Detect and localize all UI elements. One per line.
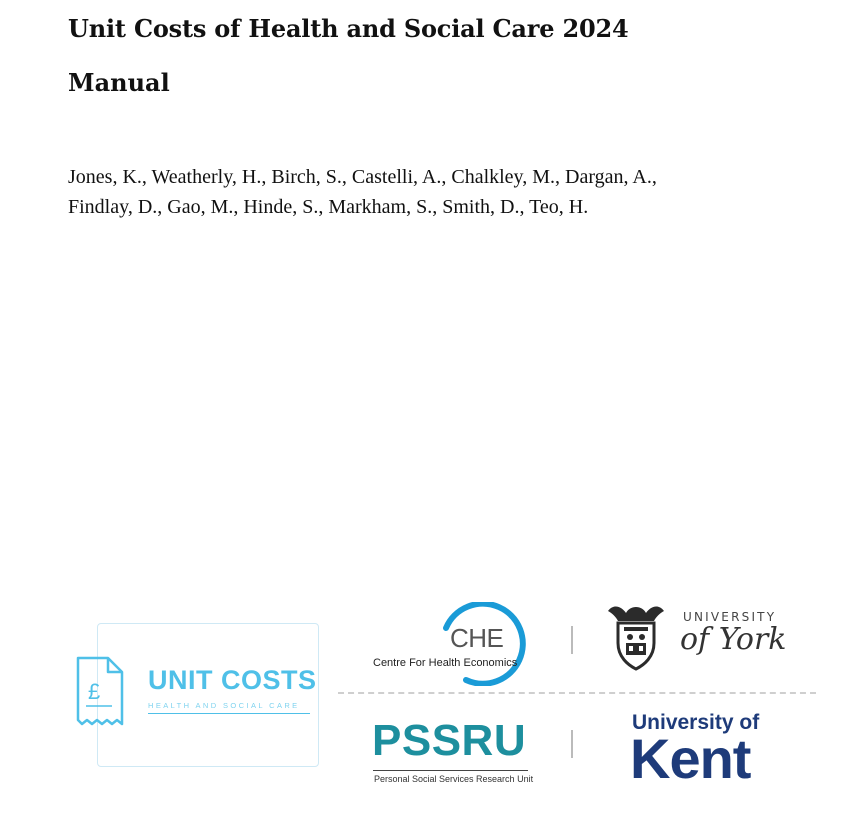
pssru-letters: PSSRU bbox=[372, 716, 527, 765]
york-university-label: UNIVERSITY bbox=[683, 610, 777, 624]
unit-costs-subtitle: HEALTH AND SOCIAL CARE bbox=[148, 701, 300, 710]
unit-costs-underline bbox=[148, 713, 310, 714]
unit-costs-title: UNIT COSTS bbox=[148, 665, 317, 695]
che-full-name: Centre For Health Economics bbox=[373, 657, 518, 669]
york-crest-icon bbox=[604, 601, 668, 671]
logo-dashed-divider bbox=[338, 692, 816, 694]
york-name: of York bbox=[680, 622, 787, 657]
kent-name: Kent bbox=[630, 727, 751, 790]
logo-divider bbox=[571, 626, 573, 654]
authors bbox=[68, 162, 828, 222]
authors-line: Findlay, D., Gao, M., Hinde, S., Markham, S., Smith, D., Teo, H. bbox=[68, 196, 589, 218]
document-title: Unit Costs of Health and Social Care 2024 bbox=[68, 14, 629, 43]
pssru-full-name: Personal Social Services Research Unit bbox=[374, 774, 534, 784]
authors-line: Jones, K., Weatherly, H., Birch, S., Castelli, A., Chalkley, M., Dargan, A., bbox=[68, 166, 657, 188]
logo-divider bbox=[571, 730, 573, 758]
receipt-pound-icon bbox=[74, 654, 126, 730]
document-subtitle: Manual bbox=[68, 68, 170, 97]
pssru-underline bbox=[373, 770, 528, 771]
che-letters: CHE bbox=[450, 623, 504, 653]
kent-university-label: University of bbox=[632, 711, 760, 734]
pound-symbol: £ bbox=[88, 679, 101, 704]
